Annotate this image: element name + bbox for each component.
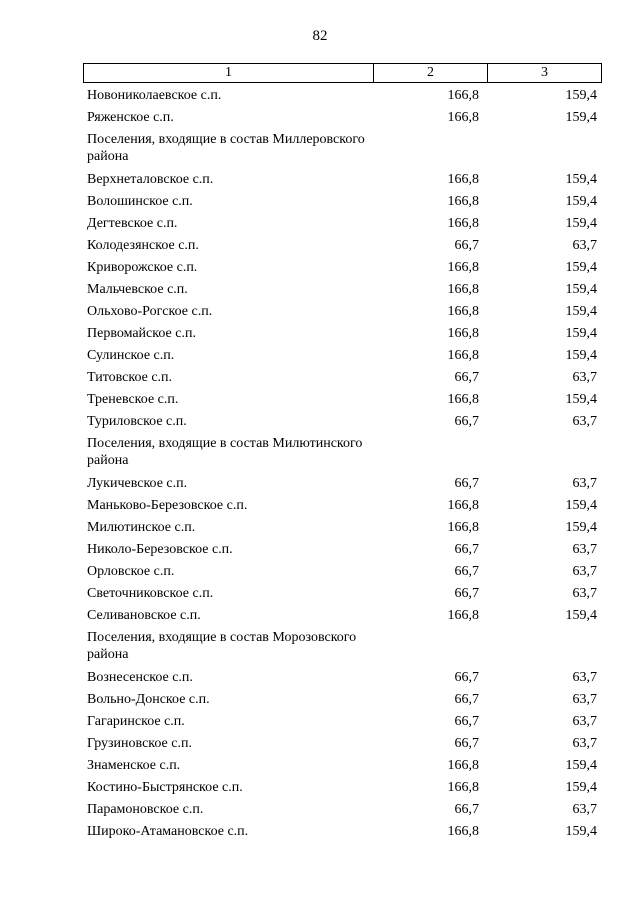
row-name: Туриловское с.п. xyxy=(87,414,187,429)
row-value-col3: 159,4 xyxy=(565,110,597,125)
table-row xyxy=(83,779,602,801)
row-value-col3: 63,7 xyxy=(572,542,597,557)
row-value-col3: 159,4 xyxy=(565,88,597,103)
row-name: Колодезянское с.п. xyxy=(87,238,199,253)
row-name: Вольно-Донское с.п. xyxy=(87,692,210,707)
row-name: Поселения, входящие в состав Морозовского района xyxy=(87,630,357,662)
table-row xyxy=(83,691,602,713)
row-value-col2: 66,7 xyxy=(454,476,479,491)
row-value-col2: 66,7 xyxy=(454,670,479,685)
row-value-col3: 159,4 xyxy=(565,326,597,341)
row-value-col3: 63,7 xyxy=(572,802,597,817)
row-name: Поселения, входящие в состав Миллеровского района xyxy=(87,132,365,164)
row-name: Костино-Быстрянское с.п. xyxy=(87,780,243,795)
row-value-col3 xyxy=(487,435,602,475)
row-value-col2: 166,8 xyxy=(447,194,479,209)
table-row xyxy=(83,215,602,237)
data-table xyxy=(83,63,602,845)
row-name: Треневское с.п. xyxy=(87,392,179,407)
row-value-col3: 63,7 xyxy=(572,238,597,253)
row-value-col3: 63,7 xyxy=(572,670,597,685)
table-row xyxy=(83,823,602,845)
row-value-col2: 166,8 xyxy=(447,260,479,275)
row-value-col3: 159,4 xyxy=(565,260,597,275)
row-name: Волошинское с.п. xyxy=(87,194,193,209)
table-row xyxy=(83,497,602,519)
table-row xyxy=(83,563,602,585)
row-value-col2: 166,8 xyxy=(447,326,479,341)
table-group-row xyxy=(83,629,602,669)
table-row xyxy=(83,519,602,541)
row-value-col2: 66,7 xyxy=(454,692,479,707)
row-value-col2 xyxy=(373,629,487,669)
row-value-col3: 63,7 xyxy=(572,714,597,729)
table-row xyxy=(83,801,602,823)
table-row xyxy=(83,413,602,435)
table-header xyxy=(83,63,602,83)
row-value-col3: 63,7 xyxy=(572,736,597,751)
row-name: Селивановское с.п. xyxy=(87,608,201,623)
row-value-col2: 66,7 xyxy=(454,586,479,601)
row-value-col3: 63,7 xyxy=(572,370,597,385)
column-header-1: 1 xyxy=(84,64,374,82)
row-value-col2: 66,7 xyxy=(454,542,479,557)
row-value-col2: 66,7 xyxy=(454,714,479,729)
row-name: Лукичевское с.п. xyxy=(87,476,188,491)
row-name: Вознесенское с.п. xyxy=(87,670,193,685)
table-group-row xyxy=(83,435,602,475)
row-value-col3: 159,4 xyxy=(565,348,597,363)
row-value-col2: 166,8 xyxy=(447,824,479,839)
table-row xyxy=(83,713,602,735)
row-name: Грузиновское с.п. xyxy=(87,736,192,751)
row-value-col2: 166,8 xyxy=(447,304,479,319)
row-value-col2: 166,8 xyxy=(447,348,479,363)
row-name: Орловское с.п. xyxy=(87,564,175,579)
row-name: Верхнеталовское с.п. xyxy=(87,172,214,187)
row-name: Маньково-Березовское с.п. xyxy=(87,498,248,513)
row-value-col3 xyxy=(487,131,602,171)
table-row xyxy=(83,585,602,607)
table-row xyxy=(83,669,602,691)
row-name: Широко-Атамановское с.п. xyxy=(87,824,249,839)
row-value-col2: 166,8 xyxy=(447,520,479,535)
row-value-col2: 166,8 xyxy=(447,282,479,297)
table-row xyxy=(83,735,602,757)
table-row xyxy=(83,757,602,779)
row-value-col3: 159,4 xyxy=(565,194,597,209)
row-value-col3: 159,4 xyxy=(565,520,597,535)
table-row xyxy=(83,541,602,563)
table-body xyxy=(83,83,602,845)
row-value-col3: 159,4 xyxy=(565,498,597,513)
table-row xyxy=(83,391,602,413)
row-value-col2: 166,8 xyxy=(447,780,479,795)
table-row xyxy=(83,369,602,391)
table-row xyxy=(83,259,602,281)
row-value-col3: 63,7 xyxy=(572,692,597,707)
table-row xyxy=(83,193,602,215)
row-value-col3: 159,4 xyxy=(565,780,597,795)
row-value-col2: 166,8 xyxy=(447,498,479,513)
row-name: Светочниковское с.п. xyxy=(87,586,214,601)
table-row xyxy=(83,281,602,303)
row-value-col3: 159,4 xyxy=(565,172,597,187)
row-value-col3: 159,4 xyxy=(565,282,597,297)
row-name: Ряженское с.п. xyxy=(87,110,174,125)
row-value-col3: 63,7 xyxy=(572,476,597,491)
row-value-col3: 159,4 xyxy=(565,608,597,623)
table-row xyxy=(83,475,602,497)
row-name: Сулинское с.п. xyxy=(87,348,175,363)
row-value-col3: 159,4 xyxy=(565,216,597,231)
row-value-col2: 166,8 xyxy=(447,608,479,623)
page-number: 82 xyxy=(312,28,328,44)
table-row xyxy=(83,303,602,325)
row-value-col3: 159,4 xyxy=(565,304,597,319)
row-name: Знаменское с.п. xyxy=(87,758,181,773)
row-name: Ольхово-Рогское с.п. xyxy=(87,304,213,319)
row-value-col3: 159,4 xyxy=(565,758,597,773)
row-name: Поселения, входящие в состав Милютинского района xyxy=(87,436,363,468)
row-name: Гагаринское с.п. xyxy=(87,714,185,729)
row-name: Милютинское с.п. xyxy=(87,520,196,535)
row-name: Первомайское с.п. xyxy=(87,326,196,341)
row-value-col2: 166,8 xyxy=(447,110,479,125)
row-name: Мальчевское с.п. xyxy=(87,282,188,297)
table-row xyxy=(83,237,602,259)
row-name: Дегтевское с.п. xyxy=(87,216,178,231)
row-value-col2: 66,7 xyxy=(454,802,479,817)
row-value-col2: 166,8 xyxy=(447,172,479,187)
row-value-col3: 63,7 xyxy=(572,414,597,429)
row-value-col3 xyxy=(487,629,602,669)
row-value-col2 xyxy=(373,435,487,475)
row-value-col2: 166,8 xyxy=(447,758,479,773)
row-value-col3: 159,4 xyxy=(565,392,597,407)
row-value-col2: 66,7 xyxy=(454,414,479,429)
row-name: Новониколаевское с.п. xyxy=(87,88,222,103)
row-value-col3: 63,7 xyxy=(572,564,597,579)
row-value-col2: 166,8 xyxy=(447,392,479,407)
table-row xyxy=(83,87,602,109)
row-value-col2: 66,7 xyxy=(454,564,479,579)
table-group-row xyxy=(83,131,602,171)
column-header-2: 2 xyxy=(374,64,488,82)
row-value-col2: 166,8 xyxy=(447,88,479,103)
row-value-col2: 66,7 xyxy=(454,370,479,385)
row-value-col2: 66,7 xyxy=(454,238,479,253)
row-name: Титовское с.п. xyxy=(87,370,173,385)
row-value-col2 xyxy=(373,131,487,171)
table-row xyxy=(83,171,602,193)
table-row xyxy=(83,109,602,131)
row-value-col3: 63,7 xyxy=(572,586,597,601)
row-value-col2: 66,7 xyxy=(454,736,479,751)
row-name: Николо-Березовское с.п. xyxy=(87,542,233,557)
table-row xyxy=(83,607,602,629)
table-row xyxy=(83,325,602,347)
row-value-col3: 159,4 xyxy=(565,824,597,839)
table-row xyxy=(83,347,602,369)
row-name: Криворожское с.п. xyxy=(87,260,198,275)
row-name: Парамоновское с.п. xyxy=(87,802,204,817)
column-header-3: 3 xyxy=(541,65,548,80)
row-value-col2: 166,8 xyxy=(447,216,479,231)
